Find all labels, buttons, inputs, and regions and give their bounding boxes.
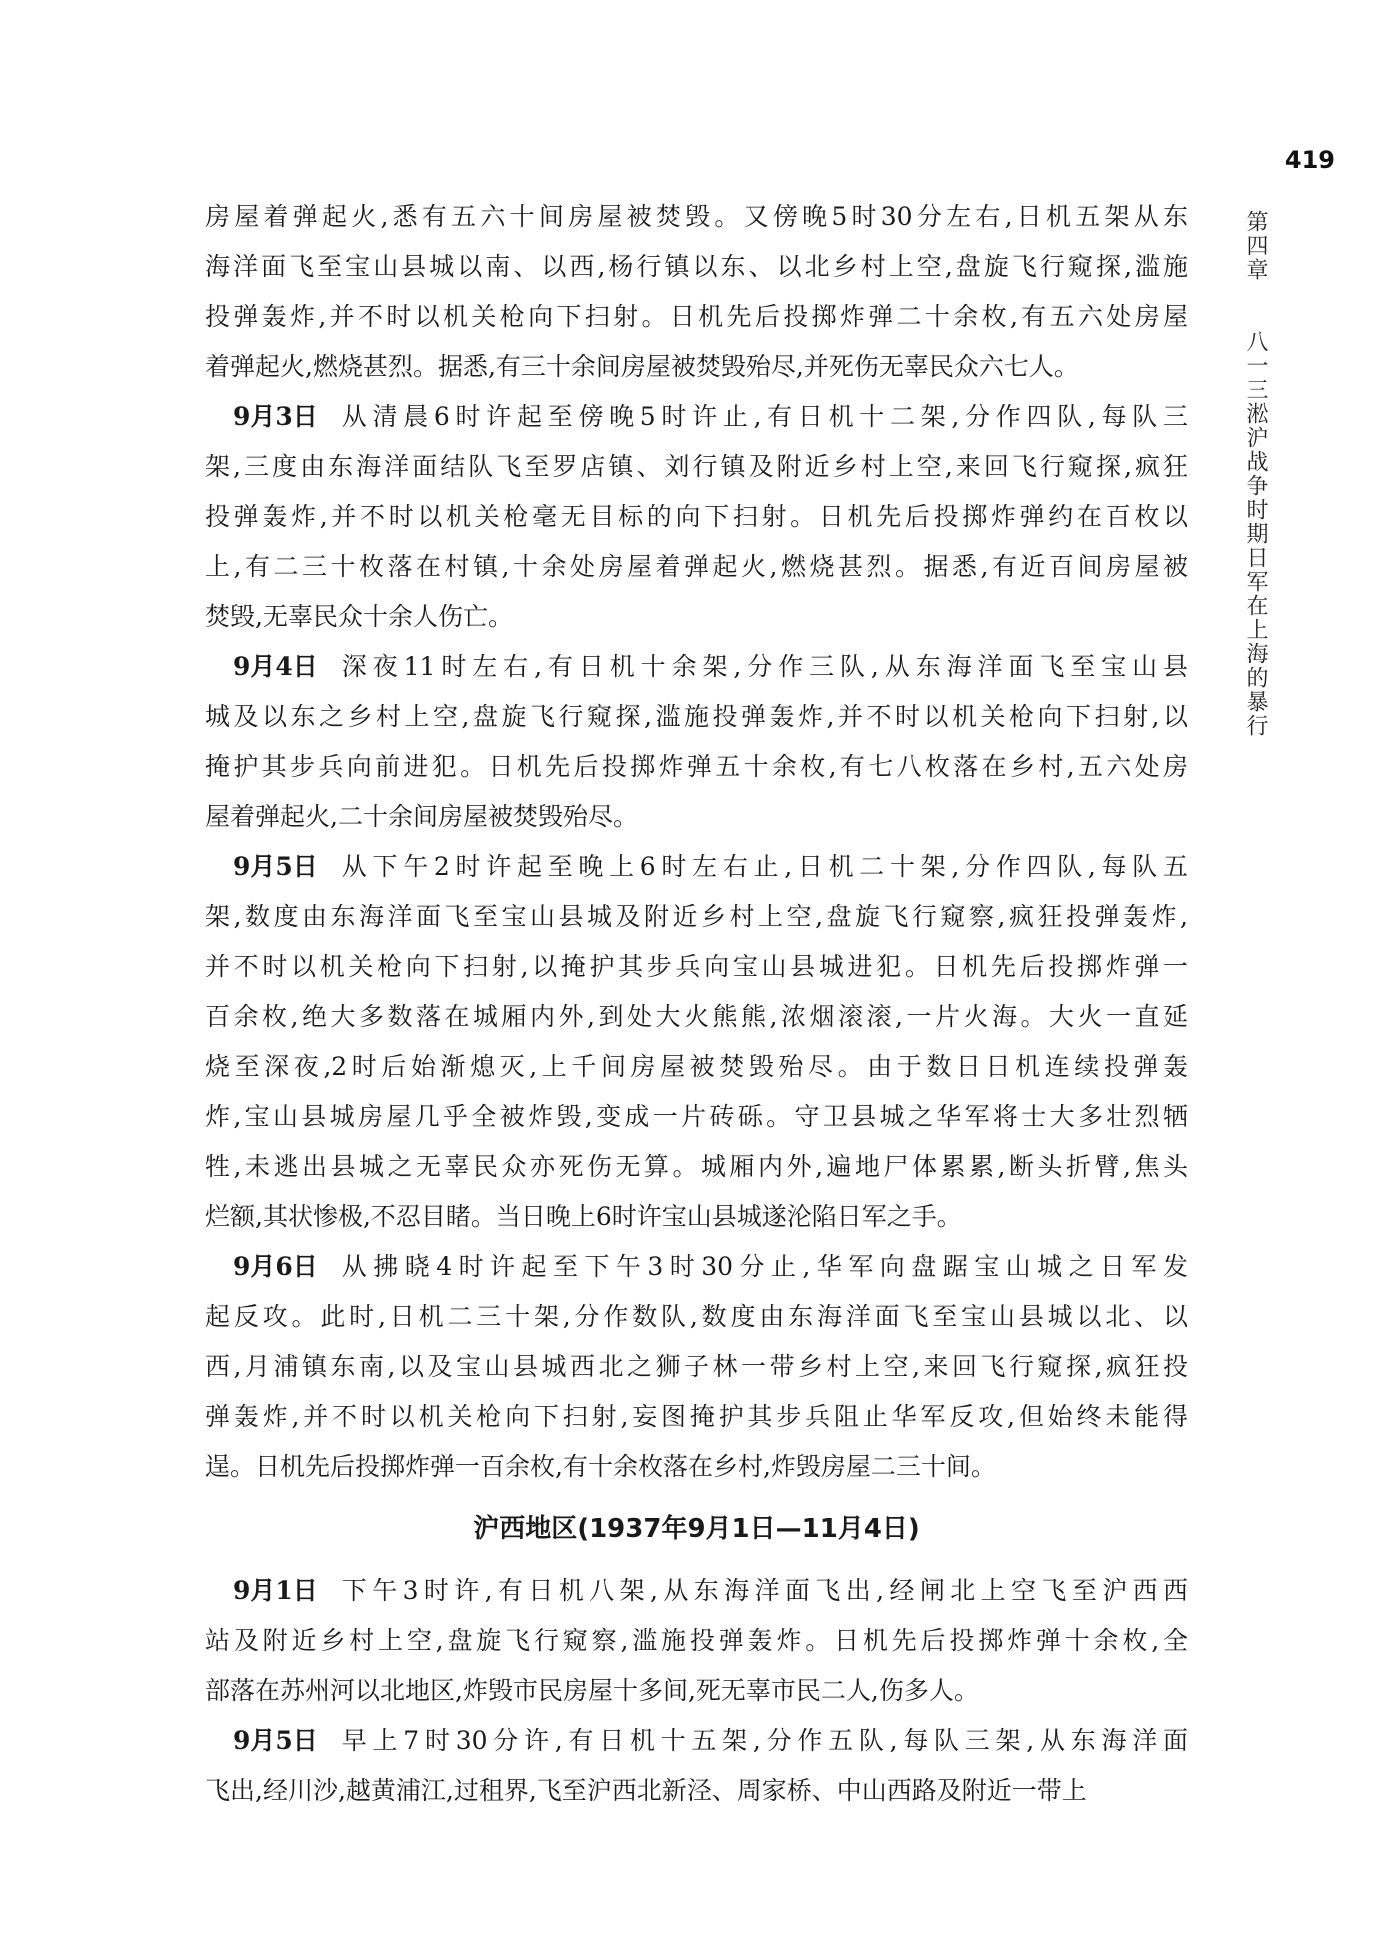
entry-date: 9月1日 (233, 1576, 318, 1605)
chapter-label: 第四章 (1243, 210, 1268, 282)
text-line (205, 1042, 1188, 1092)
text-line (205, 1192, 1188, 1242)
section-title: 沪西地区(1937年9月1日—11月4日) (473, 1514, 920, 1544)
text-line (205, 742, 1188, 792)
text-line (205, 1392, 1188, 1442)
text-line (205, 242, 1188, 292)
line-text: 炸,宝山县城房屋几乎全被炸毁,变成一片砖砾。守卫县城之华军将士大多壮烈牺 (205, 1102, 1188, 1131)
line-text: 投弹轰炸,并不时以机关枪毫无目标的向下扫射。日机先后投掷炸弹约在百枚以 (205, 502, 1188, 531)
text-line (205, 442, 1188, 492)
line-text: 城及以东之乡村上空,盘旋飞行窥探,滥施投弹轰炸,并不时以机关枪向下扫射,以 (205, 702, 1188, 731)
line-text: 架,三度由东海洋面结队飞至罗店镇、刘行镇及附近乡村上空,来回飞行窥探,疯狂 (205, 452, 1188, 481)
chapter-title: 八一三淞沪战争时期日军在上海的暴行 (1243, 330, 1268, 738)
entry-date: 9月5日 (233, 852, 318, 881)
line-text: 焚毁,无辜民众十余人伤亡。 (205, 602, 513, 631)
text-line (205, 992, 1188, 1042)
page-number: 419 (1284, 146, 1335, 174)
text-line (205, 842, 1188, 892)
paragraph (205, 392, 1188, 642)
text-line (205, 1442, 1188, 1492)
line-text: 着弹起火,燃烧甚烈。据悉,有三十余间房屋被焚毁殆尽,并死伤无辜民众六七人。 (205, 352, 1079, 381)
text-line (205, 592, 1188, 642)
line-text: 站及附近乡村上空,盘旋飞行窥察,滥施投弹轰炸。日机先后投掷炸弹十余枚,全 (205, 1626, 1188, 1655)
line-text: 烂额,其状惨极,不忍目睹。当日晚上6时许宝山县城遂沦陷日军之手。 (205, 1202, 962, 1231)
line-text: 上,有二三十枚落在村镇,十余处房屋着弹起火,燃烧甚烈。据悉,有近百间房屋被 (205, 552, 1188, 581)
line-text: 下午3时许,有日机八架,从东海洋面飞出,经闸北上空飞至沪西西 (341, 1576, 1188, 1605)
line-text: 弹轰炸,并不时以机关枪向下扫射,妄图掩护其步兵阻止华军反攻,但始终未能得 (205, 1402, 1188, 1431)
line-text: 从拂晓4时许起至下午3时30分止,华军向盘踞宝山城之日军发 (341, 1252, 1188, 1281)
text-line (205, 342, 1188, 392)
text-line (205, 1766, 1188, 1816)
text-line (205, 1092, 1188, 1142)
line-text: 飞出,经川沙,越黄浦江,过租界,飞至沪西北新泾、周家桥、中山西路及附近一带上 (205, 1776, 1087, 1805)
entry-date: 9月3日 (233, 402, 318, 431)
entry-date: 9月5日 (233, 1726, 318, 1755)
text-line (205, 1566, 1188, 1616)
paragraph (205, 842, 1188, 1242)
line-text: 房屋着弹起火,悉有五六十间房屋被焚毁。又傍晚5时30分左右,日机五架从东 (205, 202, 1188, 231)
text-line (205, 892, 1188, 942)
line-text: 掩护其步兵向前进犯。日机先后投掷炸弹五十余枚,有七八枚落在乡村,五六处房 (205, 752, 1188, 781)
line-text: 牲,未逃出县城之无辜民众亦死伤无算。城厢内外,遍地尸体累累,断头折臂,焦头 (205, 1152, 1188, 1181)
paragraph (205, 1716, 1188, 1816)
line-text: 从下午2时许起至晚上6时左右止,日机二十架,分作四队,每队五 (341, 852, 1188, 881)
text-line (205, 692, 1188, 742)
text-line (205, 492, 1188, 542)
line-text: 深夜11时左右,有日机十余架,分作三队,从东海洋面飞至宝山县 (341, 652, 1188, 681)
line-text: 海洋面飞至宝山县城以南、以西,杨行镇以东、以北乡村上空,盘旋飞行窥探,滥施 (205, 252, 1188, 281)
line-text: 起反攻。此时,日机二三十架,分作数队,数度由东海洋面飞至宝山县城以北、以 (205, 1302, 1188, 1331)
text-line (205, 1716, 1188, 1766)
line-text: 投弹轰炸,并不时以机关枪向下扫射。日机先后投掷炸弹二十余枚,有五六处房屋 (205, 302, 1188, 331)
text-line (205, 1242, 1188, 1292)
line-text: 逞。日机先后投掷炸弹一百余枚,有十余枚落在乡村,炸毁房屋二三十间。 (205, 1452, 996, 1481)
paragraph (205, 192, 1188, 392)
body-text (205, 192, 1188, 1816)
text-line (205, 1142, 1188, 1192)
line-text: 屋着弹起火,二十余间房屋被焚毁殆尽。 (205, 802, 638, 831)
text-line (205, 1616, 1188, 1666)
paragraph (205, 1242, 1188, 1492)
entry-date: 9月6日 (233, 1252, 318, 1281)
text-line (205, 792, 1188, 842)
running-header (1233, 210, 1277, 738)
text-line (205, 392, 1188, 442)
line-text: 西,月浦镇东南,以及宝山县城西北之狮子林一带乡村上空,来回飞行窥探,疯狂投 (205, 1352, 1188, 1381)
entry-date: 9月4日 (233, 652, 318, 681)
text-line (205, 1292, 1188, 1342)
line-text: 早上7时30分许,有日机十五架,分作五队,每队三架,从东海洋面 (341, 1726, 1188, 1755)
text-line (205, 942, 1188, 992)
text-line (205, 642, 1188, 692)
line-text: 并不时以机关枪向下扫射,以掩护其步兵向宝山县城进犯。日机先后投掷炸弹一 (205, 952, 1188, 981)
line-text: 从清晨6时许起至傍晚5时许止,有日机十二架,分作四队,每队三 (341, 402, 1188, 431)
text-line (205, 542, 1188, 592)
line-text: 架,数度由东海洋面飞至宝山县城及附近乡村上空,盘旋飞行窥察,疯狂投弹轰炸, (205, 902, 1188, 931)
line-text: 部落在苏州河以北地区,炸毁市民房屋十多间,死无辜市民二人,伤多人。 (205, 1676, 979, 1705)
text-line (205, 192, 1188, 242)
paragraph (205, 1566, 1188, 1716)
line-text: 烧至深夜,2时后始渐熄灭,上千间房屋被焚毁殆尽。由于数日日机连续投弹轰 (205, 1052, 1188, 1081)
line-text: 百余枚,绝大多数落在城厢内外,到处大火熊熊,浓烟滚滚,一片火海。大火一直延 (205, 1002, 1188, 1031)
text-line (205, 1342, 1188, 1392)
text-line (205, 292, 1188, 342)
text-line (205, 1666, 1188, 1716)
paragraph (205, 642, 1188, 842)
